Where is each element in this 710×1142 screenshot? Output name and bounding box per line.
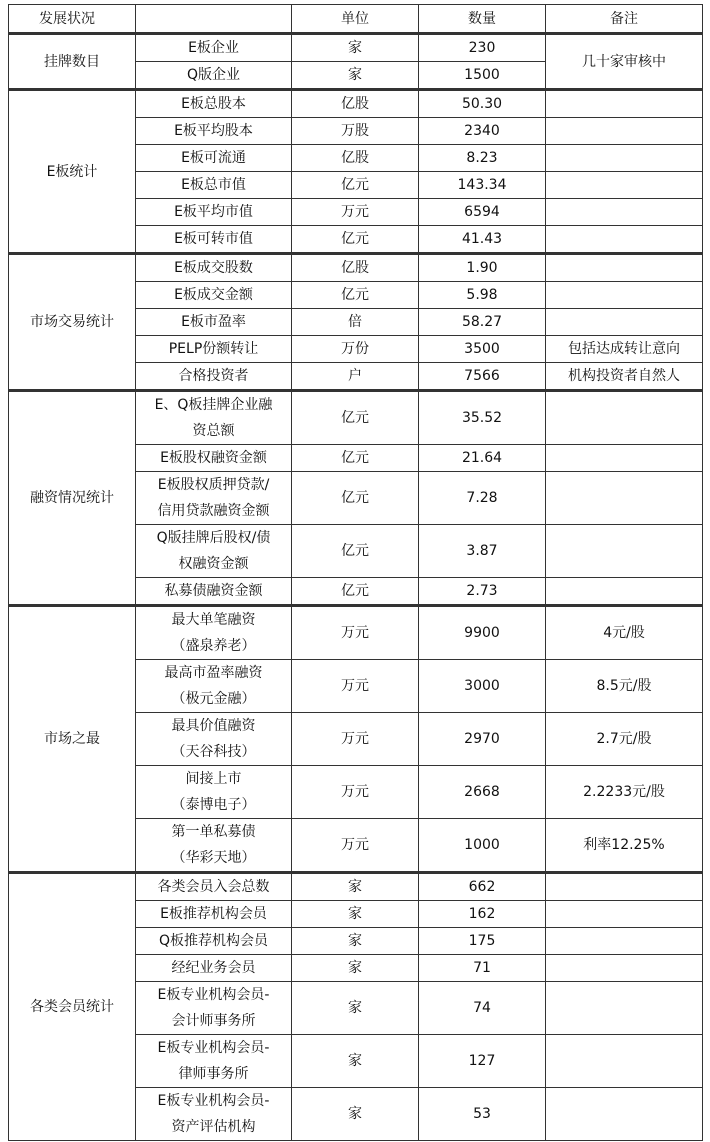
unit-cell: 万元 xyxy=(292,199,419,226)
group-2 xyxy=(9,90,703,254)
item-line: E板市盈率 xyxy=(181,314,246,330)
item-line: 会计师事务所 xyxy=(171,1013,256,1029)
note-line: 几十家审核中 xyxy=(582,53,666,70)
quantity-cell: 58.27 xyxy=(419,309,546,336)
unit-cell: 亿元 xyxy=(292,472,419,525)
unit-cell: 倍 xyxy=(292,309,419,336)
unit-cell: 万股 xyxy=(292,118,419,145)
unit-cell: 亿元 xyxy=(292,282,419,309)
unit-cell: 亿股 xyxy=(292,145,419,172)
note-line: 利率12.25% xyxy=(583,837,665,853)
item-cell xyxy=(136,766,292,819)
item-line: E板平均市值 xyxy=(174,204,253,220)
unit-cell: 家 xyxy=(292,62,419,90)
table-row xyxy=(9,34,703,62)
item-line: E板专业机构会员- xyxy=(157,1040,270,1056)
item-line: 资总额 xyxy=(192,423,235,439)
table-row xyxy=(9,606,703,660)
item-line: 经纪业务会员 xyxy=(171,960,256,976)
quantity-cell: 2340 xyxy=(419,118,546,145)
quantity-cell: 143.34 xyxy=(419,172,546,199)
item-line: 律师事务所 xyxy=(178,1066,249,1082)
item-cell xyxy=(136,363,292,391)
table-row xyxy=(9,254,703,282)
table-header xyxy=(9,5,703,34)
unit-cell: 亿股 xyxy=(292,90,419,118)
note-line: 包括达成转让意向 xyxy=(568,341,680,357)
item-line: E板总市值 xyxy=(181,177,246,193)
item-line: 各类会员入会总数 xyxy=(157,879,270,895)
quantity-cell: 3.87 xyxy=(419,525,546,578)
item-line: E板可流通 xyxy=(181,150,246,166)
note-cell xyxy=(546,873,703,901)
note-cell xyxy=(546,199,703,226)
note-cell xyxy=(546,90,703,118)
quantity-cell: 2668 xyxy=(419,766,546,819)
table-row xyxy=(9,90,703,118)
item-cell xyxy=(136,309,292,336)
unit-cell: 家 xyxy=(292,955,419,982)
item-cell xyxy=(136,819,292,873)
quantity-cell: 230 xyxy=(419,34,546,62)
note-cell xyxy=(546,819,703,873)
note-cell xyxy=(546,525,703,578)
item-cell xyxy=(136,525,292,578)
group-label: 市场交易统计 xyxy=(9,254,136,391)
group-5 xyxy=(9,606,703,873)
item-cell xyxy=(136,1035,292,1088)
quantity-cell: 41.43 xyxy=(419,226,546,254)
unit-cell: 亿元 xyxy=(292,172,419,199)
note-cell xyxy=(546,901,703,928)
item-cell xyxy=(136,118,292,145)
header-unit: 单位 xyxy=(292,5,419,34)
note-line: 8.5元/股 xyxy=(596,678,652,694)
item-cell xyxy=(136,34,292,62)
quantity-cell: 5.98 xyxy=(419,282,546,309)
note-line: 2.7元/股 xyxy=(596,731,652,747)
note-cell xyxy=(546,660,703,713)
quantity-cell: 74 xyxy=(419,982,546,1035)
item-line: E板专业机构会员- xyxy=(157,1093,270,1109)
statistics-table xyxy=(8,4,703,1141)
item-line: E板总股本 xyxy=(181,96,246,112)
quantity-cell: 7566 xyxy=(419,363,546,391)
quantity-cell: 21.64 xyxy=(419,445,546,472)
note-cell xyxy=(546,391,703,445)
group-label: 融资情况统计 xyxy=(9,391,136,606)
item-line: 私募债融资金额 xyxy=(164,583,263,599)
unit-cell: 家 xyxy=(292,34,419,62)
quantity-cell: 8.23 xyxy=(419,145,546,172)
quantity-cell: 9900 xyxy=(419,606,546,660)
item-cell xyxy=(136,1088,292,1141)
item-line: E板股权质押贷款/ xyxy=(157,477,270,493)
item-cell xyxy=(136,90,292,118)
quantity-cell: 35.52 xyxy=(419,391,546,445)
note-cell xyxy=(546,955,703,982)
item-cell xyxy=(136,254,292,282)
item-cell xyxy=(136,578,292,606)
item-line: 合格投资者 xyxy=(178,368,249,384)
unit-cell: 家 xyxy=(292,1035,419,1088)
unit-cell: 家 xyxy=(292,901,419,928)
note-cell xyxy=(546,254,703,282)
quantity-cell: 3500 xyxy=(419,336,546,363)
note-line: 4元/股 xyxy=(603,625,645,641)
item-line: 资产评估机构 xyxy=(171,1119,256,1135)
quantity-cell: 1000 xyxy=(419,819,546,873)
group-1 xyxy=(9,34,703,90)
item-line: E板成交股数 xyxy=(174,260,253,276)
note-cell xyxy=(546,606,703,660)
quantity-cell: 50.30 xyxy=(419,90,546,118)
item-cell xyxy=(136,928,292,955)
unit-cell: 亿股 xyxy=(292,254,419,282)
unit-cell: 万元 xyxy=(292,660,419,713)
item-line: （泰博电子） xyxy=(171,797,256,813)
item-line: E板股权融资金额 xyxy=(160,450,267,466)
note-cell xyxy=(546,172,703,199)
unit-cell: 家 xyxy=(292,982,419,1035)
item-line: 第一单私募债 xyxy=(171,824,256,840)
unit-cell: 万份 xyxy=(292,336,419,363)
item-line: 最高市盈率融资 xyxy=(164,665,263,681)
item-line: 信用贷款融资金额 xyxy=(157,503,270,519)
unit-cell: 家 xyxy=(292,928,419,955)
item-cell xyxy=(136,145,292,172)
item-line: Q版企业 xyxy=(186,67,241,83)
unit-cell: 家 xyxy=(292,1088,419,1141)
note-cell xyxy=(546,226,703,254)
note-cell xyxy=(546,145,703,172)
item-cell xyxy=(136,873,292,901)
table-row xyxy=(9,873,703,901)
unit-cell: 家 xyxy=(292,873,419,901)
item-cell xyxy=(136,606,292,660)
note-cell xyxy=(546,1035,703,1088)
note-cell xyxy=(546,982,703,1035)
item-line: （华彩天地） xyxy=(171,850,256,866)
quantity-cell: 1500 xyxy=(419,62,546,90)
unit-cell: 户 xyxy=(292,363,419,391)
note-cell xyxy=(546,578,703,606)
item-cell xyxy=(136,901,292,928)
quantity-cell: 1.90 xyxy=(419,254,546,282)
unit-cell: 亿元 xyxy=(292,578,419,606)
item-line: E板企业 xyxy=(188,40,239,56)
group-label: 挂牌数目 xyxy=(9,34,136,90)
note-cell xyxy=(546,713,703,766)
item-cell xyxy=(136,172,292,199)
note-line: 2.2233元/股 xyxy=(583,784,665,800)
note-cell xyxy=(546,336,703,363)
group-label: 各类会员统计 xyxy=(9,873,136,1141)
item-line: E板可转市值 xyxy=(174,231,253,247)
item-cell xyxy=(136,282,292,309)
item-cell xyxy=(136,199,292,226)
table-row xyxy=(9,391,703,445)
note-cell xyxy=(546,445,703,472)
item-cell xyxy=(136,336,292,363)
item-cell xyxy=(136,62,292,90)
unit-cell: 亿元 xyxy=(292,445,419,472)
item-line: （盛泉养老） xyxy=(171,638,256,654)
item-line: E、Q板挂牌企业融 xyxy=(154,397,273,413)
header-item xyxy=(136,5,292,34)
unit-cell: 万元 xyxy=(292,766,419,819)
note-cell xyxy=(546,1088,703,1141)
header-note: 备注 xyxy=(546,5,703,34)
group-label: E板统计 xyxy=(9,90,136,254)
quantity-cell: 2970 xyxy=(419,713,546,766)
note-cell xyxy=(546,363,703,391)
quantity-cell: 162 xyxy=(419,901,546,928)
unit-cell: 万元 xyxy=(292,606,419,660)
quantity-cell: 662 xyxy=(419,873,546,901)
item-line: E板成交金额 xyxy=(174,287,253,303)
group-4 xyxy=(9,391,703,606)
unit-cell: 万元 xyxy=(292,713,419,766)
item-cell xyxy=(136,226,292,254)
note-cell xyxy=(546,472,703,525)
unit-cell: 万元 xyxy=(292,819,419,873)
item-line: Q板推荐机构会员 xyxy=(158,933,269,949)
item-cell xyxy=(136,391,292,445)
quantity-cell: 2.73 xyxy=(419,578,546,606)
item-line: 权融资金额 xyxy=(178,556,249,572)
note-cell xyxy=(546,928,703,955)
quantity-cell: 3000 xyxy=(419,660,546,713)
item-line: E板推荐机构会员 xyxy=(160,906,267,922)
unit-cell: 亿元 xyxy=(292,525,419,578)
note-cell xyxy=(546,34,703,90)
item-line: 最具价值融资 xyxy=(171,718,256,734)
group-6 xyxy=(9,873,703,1141)
quantity-cell: 71 xyxy=(419,955,546,982)
item-cell xyxy=(136,660,292,713)
item-line: （天谷科技） xyxy=(171,744,256,760)
quantity-cell: 7.28 xyxy=(419,472,546,525)
header-quantity: 数量 xyxy=(419,5,546,34)
group-3 xyxy=(9,254,703,391)
header-section: 发展状况 xyxy=(9,5,136,34)
item-line: （极元金融） xyxy=(171,691,256,707)
item-line: Q版挂牌后股权/债 xyxy=(156,530,271,546)
unit-cell: 亿元 xyxy=(292,226,419,254)
note-cell xyxy=(546,282,703,309)
note-cell xyxy=(546,766,703,819)
unit-cell: 亿元 xyxy=(292,391,419,445)
item-line: 间接上市 xyxy=(185,771,242,787)
item-cell xyxy=(136,445,292,472)
item-line: E板专业机构会员- xyxy=(157,987,270,1003)
item-cell xyxy=(136,982,292,1035)
item-line: PELP份额转让 xyxy=(168,341,259,357)
note-cell xyxy=(546,118,703,145)
item-line: 最大单笔融资 xyxy=(171,612,256,628)
quantity-cell: 6594 xyxy=(419,199,546,226)
item-cell xyxy=(136,472,292,525)
quantity-cell: 53 xyxy=(419,1088,546,1141)
item-cell xyxy=(136,955,292,982)
quantity-cell: 175 xyxy=(419,928,546,955)
item-cell xyxy=(136,713,292,766)
note-line: 机构投资者自然人 xyxy=(568,368,680,384)
item-line: E板平均股本 xyxy=(174,123,253,139)
quantity-cell: 127 xyxy=(419,1035,546,1088)
note-cell xyxy=(546,309,703,336)
group-label: 市场之最 xyxy=(9,606,136,873)
